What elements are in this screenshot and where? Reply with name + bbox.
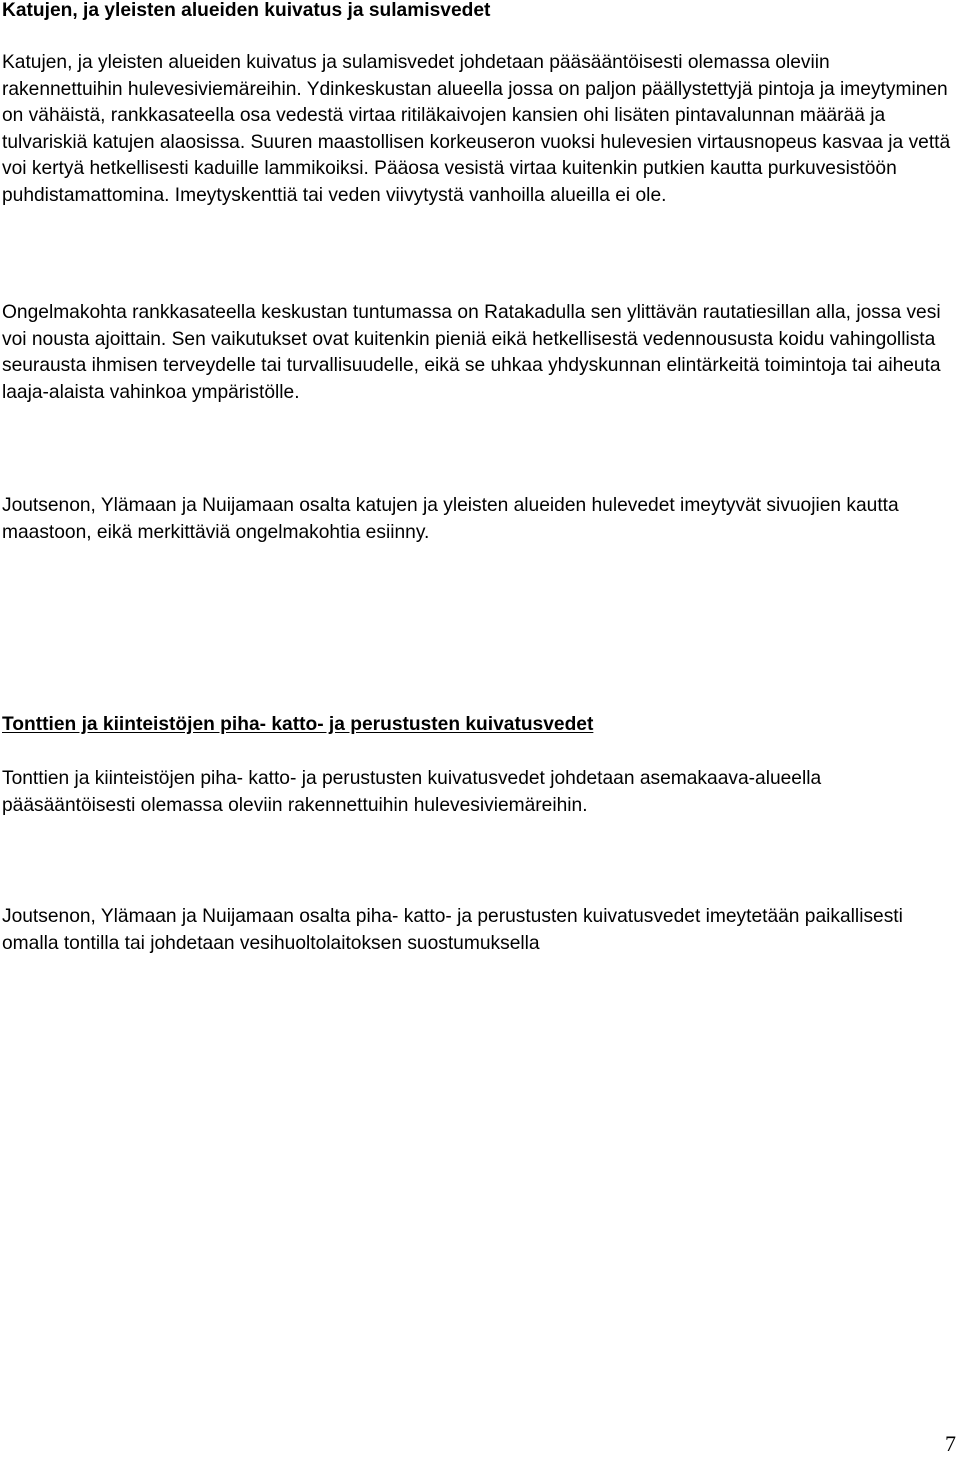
section-heading-street-drainage: Katujen, ja yleisten alueiden kuivatus ja sulamisvedet [2, 0, 491, 21]
paragraph-joutseno-plot-drainage: Joutsenon, Ylämaan ja Nuijamaan osalta piha- katto- ja perustusten kuivatusvedet imeytetään paikallisesti omalla tontilla tai johdetaan vesihuoltolaitoksen suostumuksella [2, 906, 903, 954]
paragraph-plot-drainage-overview: Tonttien ja kiinteistöjen piha- katto- ja perustusten kuivatusvedet johdetaan asemakaava-alueella pääsääntöisesti olemassa oleviin rakennettuihin hulevesiviemäreihin. [2, 768, 822, 816]
paragraph-joutseno-street-drainage: Joutsenon, Ylämaan ja Nuijamaan osalta katujen ja yleisten alueiden hulevedet imeytyvät sivuojien kautta maastoon, eikä merkittäviä ongelmakohtia esiinny. [2, 495, 899, 543]
paragraph-street-drainage-overview: Katujen, ja yleisten alueiden kuivatus ja sulamisvedet johdetaan pääsääntöisesti olemassa oleviin rakennettuihin hulevesiviemäreihin. Ydinkeskustan alueella jossa on paljon päällystettyjä pintoja ja imeytyminen on vähäistä, rankkasateella osa vedestä virtaa ritiläkaivojen kansien ohi lisäten pintavalunnan määrää ja tulvariskiä katujen alaosissa. Suuren maastollisen korkeuseron vuoksi hulevesien virtausnopeus kasvaa ja vettä voi kertyä hetkellisesti kaduille lammikoiksi. Pääosa vesistä virtaa kuitenkin putkien kautta purkuvesistöön puhdistamattomina. Imeytyskenttiä tai veden viivytystä vanhoilla alueilla ei ole. [2, 52, 951, 206]
section-heading-plot-drainage: Tonttien ja kiinteistöjen piha- katto- ja perustusten kuivatusvedet [2, 714, 594, 735]
paragraph-ratakatu-problem-spot: Ongelmakohta rankkasateella keskustan tuntumassa on Ratakadulla sen ylittävän rautatiesillan alla, jossa vesi voi nousta ajoittain. Sen vaikutukset ovat kuitenkin pieniä eikä hetkellisestä vedennoususta koidu vahingollista seurausta ihmisen terveydelle tai turvallisuudelle, eikä se uhkaa yhdyskunnan elintärkeitä toimintoja tai aiheuta laaja-alaista vahinkoa ympäristölle. [2, 302, 941, 403]
page-number: 7 [945, 1431, 956, 1456]
